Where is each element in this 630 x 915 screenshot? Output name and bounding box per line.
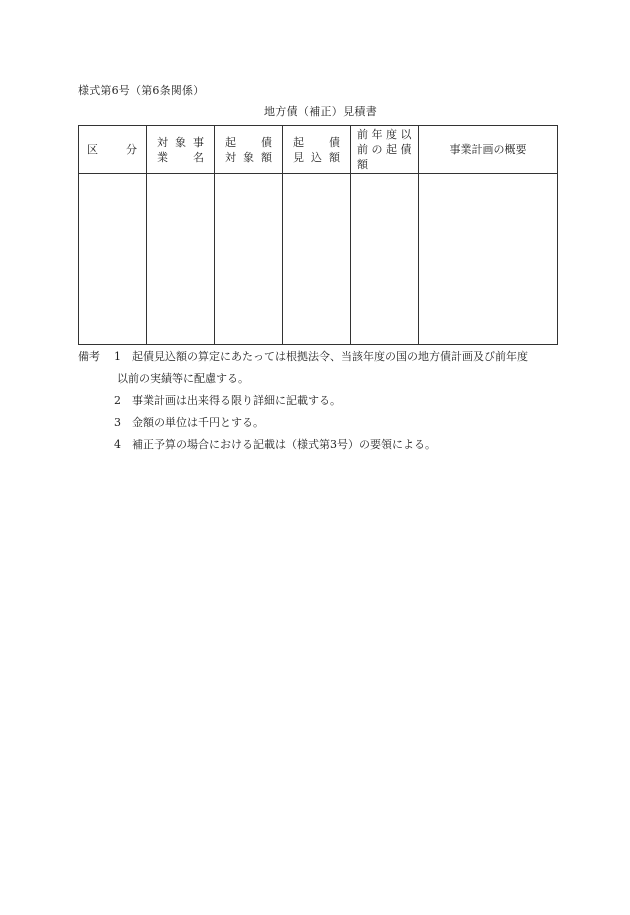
header-prior-bond-amount: 前 年 度 以 前 の 起 債 額 — [351, 126, 419, 174]
note-number: 1 — [114, 350, 121, 363]
note-text: 金額の単位は千円とする。 — [132, 416, 264, 429]
notes-section — [78, 350, 563, 460]
note-text: 補正予算の場合における記載は（様式第3号）の要領による。 — [132, 438, 436, 451]
cell-prior-bond-amount[interactable] — [351, 174, 419, 345]
cell-category[interactable] — [79, 174, 147, 345]
note-text: 事業計画は出来得る限り詳細に記載する。 — [132, 394, 341, 407]
header-category: 区 分 — [79, 126, 147, 174]
note-text: 起債見込額の算定にあたっては根拠法令、当該年度の国の地方債計画及び前年度 — [132, 350, 528, 363]
cell-project-plan-summary[interactable] — [419, 174, 558, 345]
note-item — [78, 350, 563, 372]
note-number: 4 — [114, 438, 121, 451]
note-item — [78, 438, 563, 460]
note-number: 3 — [114, 416, 121, 429]
table-row — [79, 174, 558, 345]
cell-bond-estimate-amount[interactable] — [283, 174, 351, 345]
note-item — [78, 416, 563, 438]
table-header-row — [79, 126, 558, 174]
document-title: 地方債（補正）見積書 — [264, 105, 377, 118]
cell-project-name[interactable] — [147, 174, 215, 345]
header-project-name: 対 象 事 業 名 — [147, 126, 215, 174]
header-bond-estimate-amount: 起 債 見 込 額 — [283, 126, 351, 174]
header-bond-target-amount: 起 債 対 象 額 — [215, 126, 283, 174]
note-text: 以前の実績等に配慮する。 — [117, 372, 249, 385]
note-item — [78, 394, 563, 416]
estimate-table — [78, 125, 558, 345]
notes-heading: 備考 — [78, 350, 100, 363]
header-project-plan-summary: 事業計画の概要 — [419, 126, 558, 174]
note-number: 2 — [114, 394, 121, 407]
cell-bond-target-amount[interactable] — [215, 174, 283, 345]
form-label: 様式第6号（第6条関係） — [78, 84, 205, 97]
note-item — [78, 372, 563, 394]
